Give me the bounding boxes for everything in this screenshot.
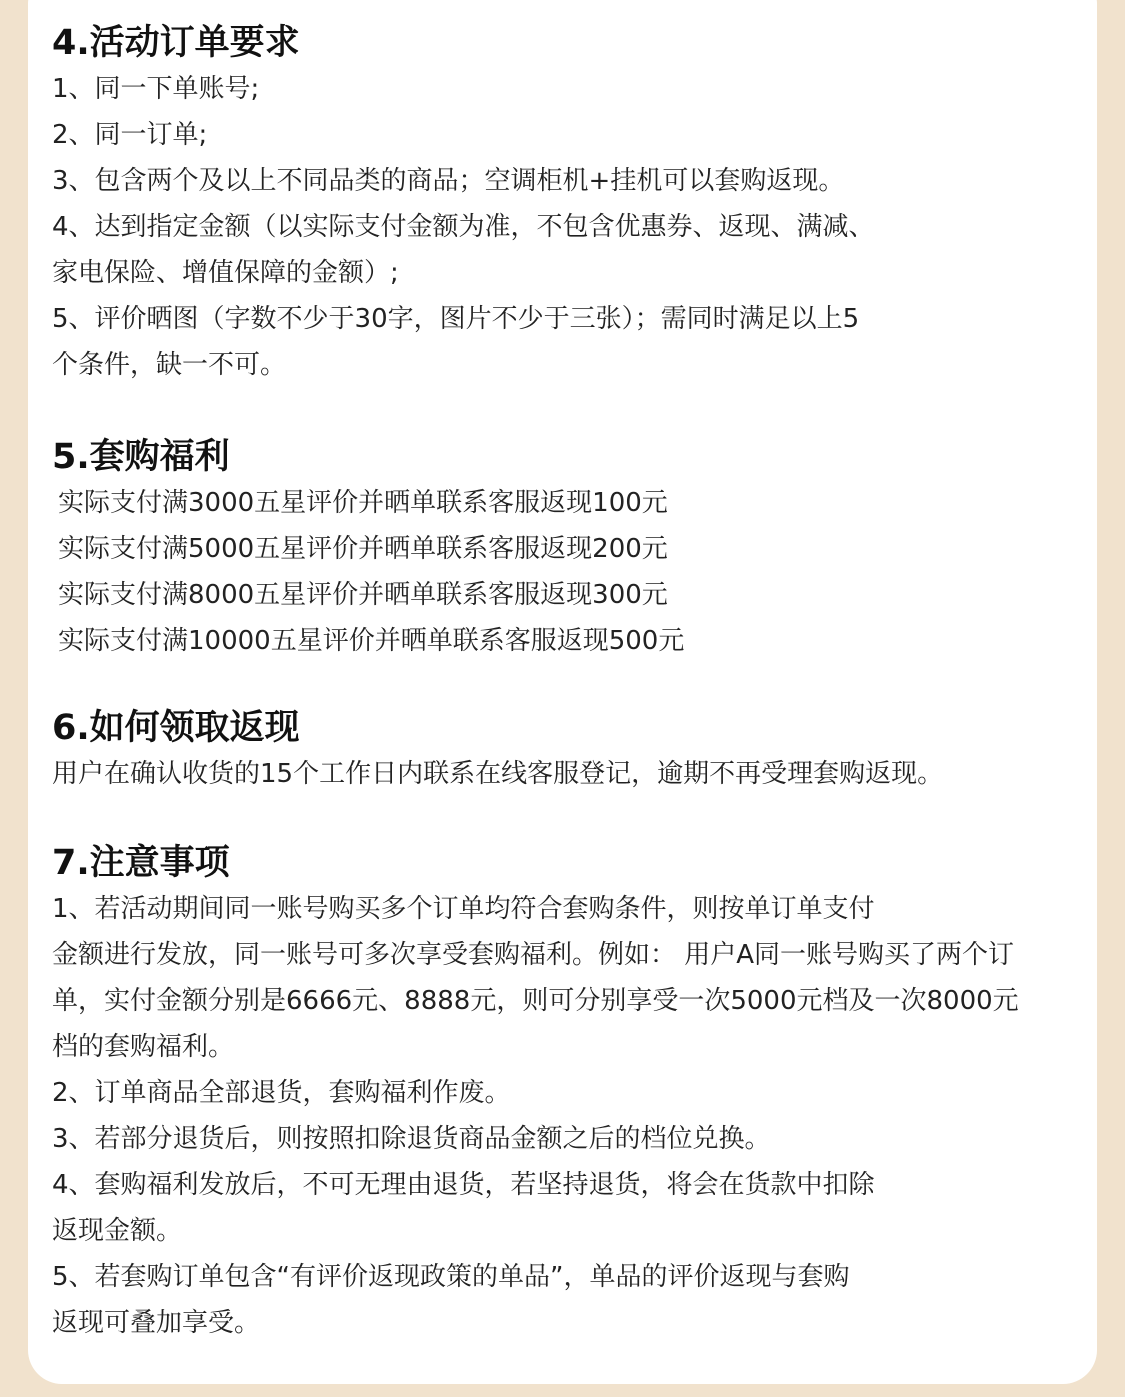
rule-line: 返现可叠加享受。 xyxy=(52,1308,261,1338)
section-notes xyxy=(52,840,1097,1346)
benefit-line: 实际支付满10000五星评价并晒单联系客服返现500元 xyxy=(58,626,685,656)
rule-line: 2、订单商品全部退货，套购福利作废。 xyxy=(52,1078,511,1108)
section-spacer xyxy=(52,388,1097,434)
rule-line: 档的套购福利。 xyxy=(52,1032,235,1062)
section-heading: 6.如何领取返现 xyxy=(52,708,300,748)
section-spacer xyxy=(52,664,1097,705)
benefit-line: 实际支付满3000五星评价并晒单联系客服返现100元 xyxy=(58,488,668,518)
rules-content xyxy=(52,20,1097,1346)
rule-line: 3、若部分退货后，则按照扣除退货商品金额之后的档位兑换。 xyxy=(52,1124,771,1154)
rule-line: 用户在确认收货的15个工作日内联系在线客服登记，逾期不再受理套购返现。 xyxy=(52,759,944,789)
section-bundle-benefits xyxy=(52,434,1097,664)
rule-line: 4、套购福利发放后，不可无理由退货，若坚持退货，将会在货款中扣除 xyxy=(52,1170,875,1200)
rule-line: 1、同一下单账号; xyxy=(52,74,260,104)
rule-line: 5、若套购订单包含“有评价返现政策的单品”，单品的评价返现与套购 xyxy=(52,1262,850,1292)
rule-line: 3、包含两个及以上不同品类的商品；空调柜机+挂机可以套购返现。 xyxy=(52,166,845,196)
section-heading: 5.套购福利 xyxy=(52,437,230,477)
benefit-line: 实际支付满5000五星评价并晒单联系客服返现200元 xyxy=(58,534,668,564)
rule-line: 金额进行发放，同一账号可多次享受套购福利。例如： 用户A同一账号购买了两个订 xyxy=(52,940,1015,970)
rule-line: 个条件，缺一不可。 xyxy=(52,350,287,380)
rule-line: 2、同一订单; xyxy=(52,120,208,150)
section-spacer xyxy=(52,797,1097,840)
rule-line: 家电保险、增值保障的金额）; xyxy=(52,258,399,288)
rule-line: 返现金额。 xyxy=(52,1216,183,1246)
content-card xyxy=(28,0,1097,1384)
section-heading: 7.注意事项 xyxy=(52,843,230,883)
section-order-requirements xyxy=(52,20,1097,388)
rule-line: 1、若活动期间同一账号购买多个订单均符合套购条件，则按单订单支付 xyxy=(52,894,875,924)
section-claim-cashback xyxy=(52,705,1097,797)
rule-line: 单，实付金额分别是6666元、8888元，则可分别享受一次5000元档及一次8000元 xyxy=(52,986,1019,1016)
section-heading: 4.活动订单要求 xyxy=(52,23,300,63)
benefit-line: 实际支付满8000五星评价并晒单联系客服返现300元 xyxy=(58,580,668,610)
rule-line: 5、评价晒图（字数不少于30字，图片不少于三张）；需同时满足以上5 xyxy=(52,304,860,334)
rule-line: 4、达到指定金额（以实际支付金额为准，不包含优惠券、返现、满减、 xyxy=(52,212,875,242)
